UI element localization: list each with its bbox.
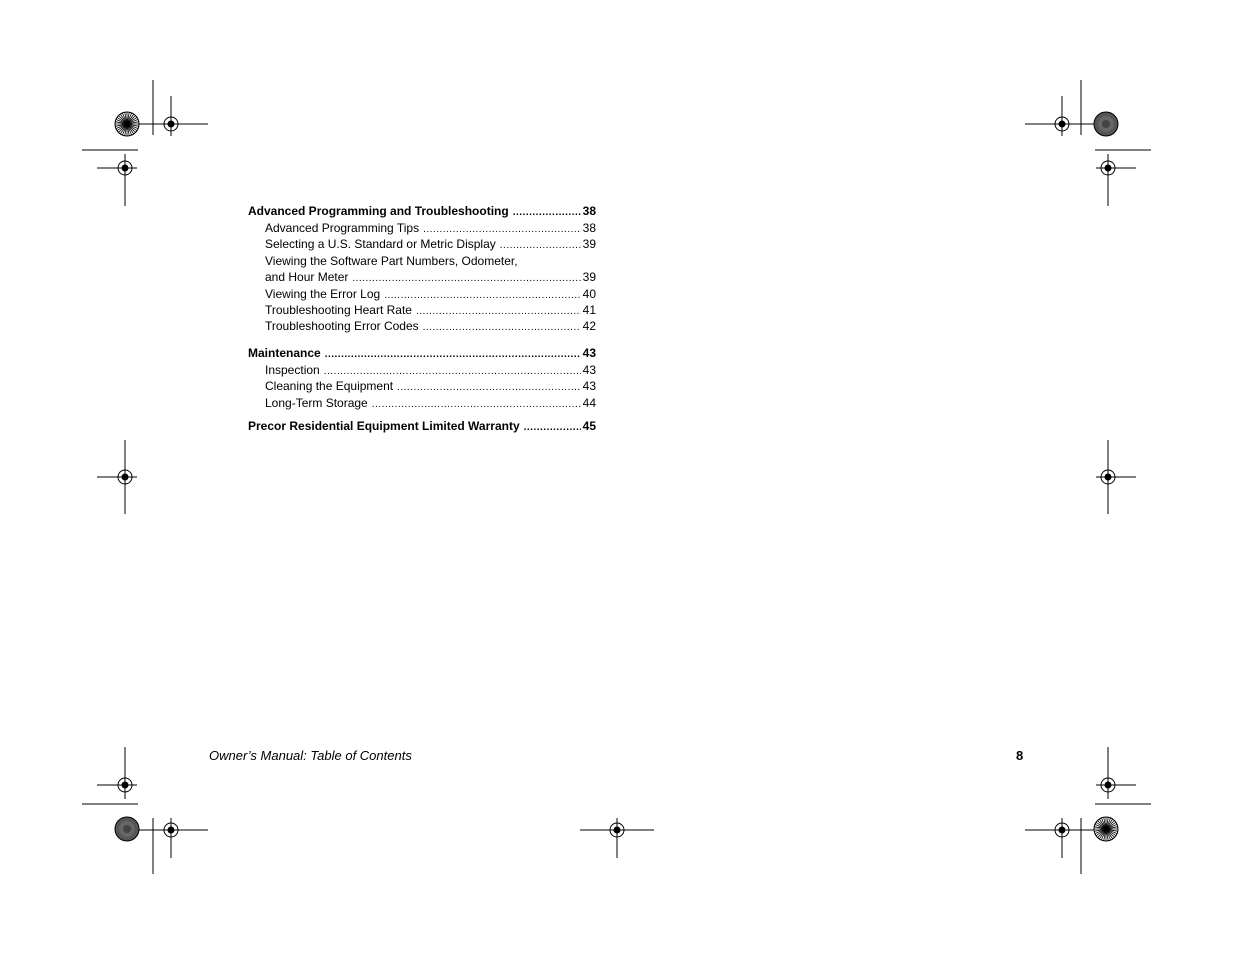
toc-leader-dots <box>524 419 581 433</box>
table-of-contents <box>248 204 596 436</box>
toc-entry-title: Precor Residential Equipment Limited Warranty <box>248 418 520 433</box>
toc-entry[interactable] <box>248 363 596 379</box>
toc-page-number: 40 <box>582 286 596 301</box>
spacer <box>248 412 596 419</box>
toc-leader-dots <box>372 396 581 410</box>
toc-section-advanced-programming[interactable] <box>248 204 596 221</box>
toc-leader-dots <box>513 204 581 218</box>
toc-entry-title: Selecting a U.S. Standard or Metric Display <box>265 237 496 252</box>
toc-entry[interactable] <box>248 303 596 319</box>
toc-entry-title: Troubleshooting Error Codes <box>265 319 419 334</box>
toc-entry-wrapped-line1[interactable]: Viewing the Software Part Numbers, Odometer, <box>265 253 518 268</box>
toc-leader-dots <box>500 237 581 251</box>
toc-leader-dots <box>324 363 581 377</box>
toc-page-number: 44 <box>582 395 596 410</box>
toc-entry-title: Cleaning the Equipment <box>265 379 394 394</box>
toc-leader-dots <box>384 287 580 301</box>
toc-entry-title: Inspection <box>265 362 320 377</box>
toc-leader-dots <box>423 319 581 333</box>
toc-entry[interactable] <box>248 237 596 253</box>
toc-section-maintenance[interactable] <box>248 346 596 363</box>
toc-page-number: 38 <box>582 221 596 235</box>
toc-entry-title: Advanced Programming and Troubleshooting <box>248 204 509 218</box>
toc-entry-title: Advanced Programming Tips <box>265 221 420 235</box>
toc-leader-dots <box>352 270 580 284</box>
toc-page-number: 39 <box>582 270 596 285</box>
toc-entry[interactable] <box>248 270 596 286</box>
footer-document-title: Owner’s Manual: Table of Contents <box>209 748 412 763</box>
toc-leader-dots <box>325 346 581 360</box>
toc-page-number: 43 <box>582 345 596 360</box>
toc-entry[interactable] <box>248 221 596 237</box>
toc-page-number: 41 <box>582 302 596 317</box>
toc-leader-dots <box>423 221 581 235</box>
toc-leader-dots <box>416 303 581 317</box>
toc-entry[interactable] <box>248 379 596 395</box>
toc-entry-title: Long-Term Storage <box>265 395 368 410</box>
toc-leader-dots <box>397 379 581 393</box>
footer-page-number: 8 <box>1016 748 1024 763</box>
toc-entry-title: Troubleshooting Heart Rate <box>265 302 412 317</box>
toc-entry[interactable] <box>248 287 596 303</box>
toc-page-number: 38 <box>582 204 596 218</box>
toc-entry-title: and Hour Meter <box>265 270 349 285</box>
toc-page-number: 42 <box>582 319 596 334</box>
toc-page-number: 39 <box>582 237 596 252</box>
toc-page-number: 43 <box>582 379 596 394</box>
toc-entry-title: Maintenance <box>248 345 321 360</box>
spacer <box>248 336 596 346</box>
toc-entry[interactable] <box>248 396 596 412</box>
toc-page-number: 45 <box>582 418 596 433</box>
toc-section-warranty[interactable] <box>248 419 596 436</box>
toc-entry[interactable] <box>248 319 596 335</box>
toc-page-number: 43 <box>582 362 596 377</box>
toc-entry-title: Viewing the Error Log <box>265 286 381 301</box>
